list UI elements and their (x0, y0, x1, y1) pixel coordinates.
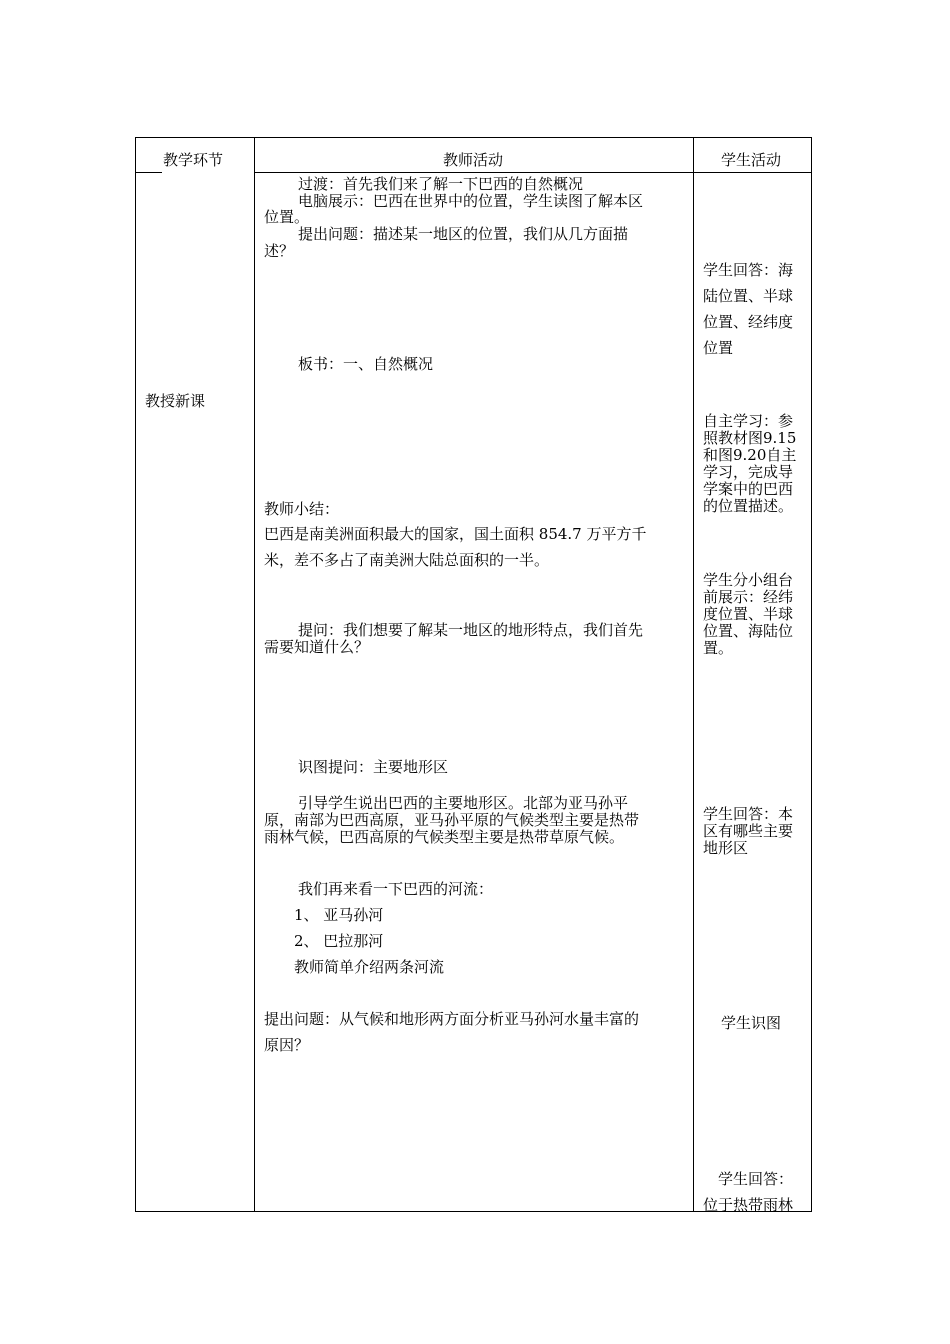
header-teacher-activity: 教师活动 (443, 151, 504, 169)
teacher-guide-line-1: 引导学生说出巴西的主要地形区。北部为亚马孙平 (298, 794, 629, 812)
student-self-study-line-4: 学习，完成导 (703, 463, 794, 481)
teacher-question3-line-1: 提出问题：从气候和地形两方面分析亚马孙河水量丰富的 (264, 1010, 640, 1028)
teacher-map-question: 识图提问：主要地形区 (298, 758, 449, 776)
teacher-summary-line-2: 米，差不多占了南美洲大陆总面积的一半。 (264, 551, 550, 569)
teacher-question1-line-2: 述？ (264, 242, 295, 260)
student-self-study-line-3: 和图9.20自主 (703, 446, 797, 464)
student-answer1-line-1: 学生回答：海 (703, 261, 794, 279)
teacher-summary-line-1: 巴西是南美洲面积最大的国家，国土面积 854.7 万平方千 (264, 525, 647, 543)
teacher-question1-line-1: 提出问题：描述某一地区的位置，我们从几方面描 (298, 225, 629, 243)
teacher-question3-line-2: 原因？ (264, 1036, 310, 1054)
student-group-line-3: 度位置、半球 (703, 605, 794, 623)
student-answer1-line-3: 位置、经纬度 (703, 313, 794, 331)
student-answer1-line-4: 位置 (703, 339, 734, 357)
student-self-study-line-1: 自主学习：参 (703, 412, 794, 430)
header-bottom-border (254, 172, 812, 173)
teacher-river-1: 1、 亚马孙河 (294, 906, 384, 924)
student-answer1-line-2: 陆位置、半球 (703, 287, 794, 305)
teacher-intro-line-1: 过渡：首先我们来了解一下巴西的自然概况 (298, 175, 584, 193)
teacher-question2-line-2: 需要知道什么？ (264, 638, 370, 656)
teacher-intro-line-3: 位置。 (264, 208, 310, 226)
header-student-activity: 学生活动 (721, 151, 782, 169)
teacher-intro-line-2: 电脑展示：巴西在世界中的位置，学生读图了解本区 (298, 192, 644, 210)
student-group-line-4: 位置、海陆位 (703, 622, 794, 640)
table-left-border (135, 137, 136, 1212)
student-self-study-line-6: 的位置描述。 (703, 497, 794, 515)
header-teaching-stage: 教学环节 (163, 151, 224, 169)
teacher-rivers-intro: 我们再来看一下巴西的河流： (298, 880, 494, 898)
student-group-line-1: 学生分小组台 (703, 571, 794, 589)
column-divider-2 (693, 137, 694, 1212)
teacher-rivers-note: 教师简单介绍两条河流 (294, 958, 445, 976)
student-group-line-5: 置。 (703, 639, 734, 657)
teacher-guide-line-3: 雨林气候，巴西高原的气候类型主要是热带草原气候。 (264, 828, 625, 846)
teacher-summary-title: 教师小结： (264, 500, 340, 518)
table-top-border (135, 137, 812, 138)
header-bottom-border-short (135, 172, 162, 173)
table-right-border (811, 137, 812, 1212)
student-answer2-line-2: 区有哪些主要 (703, 822, 794, 840)
teacher-guide-line-2: 原，南部为巴西高原，亚马孙平原的气候类型主要是热带 (264, 811, 640, 829)
teacher-question2-line-1: 提问：我们想要了解某一地区的地形特点，我们首先 (298, 621, 644, 639)
student-group-line-2: 前展示：经纬 (703, 588, 794, 606)
student-self-study-line-2: 照教材图9.15 (703, 429, 797, 447)
student-answer2-line-3: 地形区 (703, 839, 749, 857)
teacher-board-note: 板书：一、自然概况 (298, 355, 434, 373)
teacher-river-2: 2、 巴拉那河 (294, 932, 384, 950)
section-label: 教授新课 (145, 392, 206, 410)
student-answer3-line-2: 位于热带雨林 (703, 1196, 794, 1214)
column-divider-1 (254, 137, 255, 1212)
student-answer3-line-1: 学生回答： (718, 1170, 794, 1188)
student-self-study-line-5: 学案中的巴西 (703, 480, 794, 498)
student-map-read: 学生识图 (721, 1014, 782, 1032)
student-answer2-line-1: 学生回答：本 (703, 805, 794, 823)
